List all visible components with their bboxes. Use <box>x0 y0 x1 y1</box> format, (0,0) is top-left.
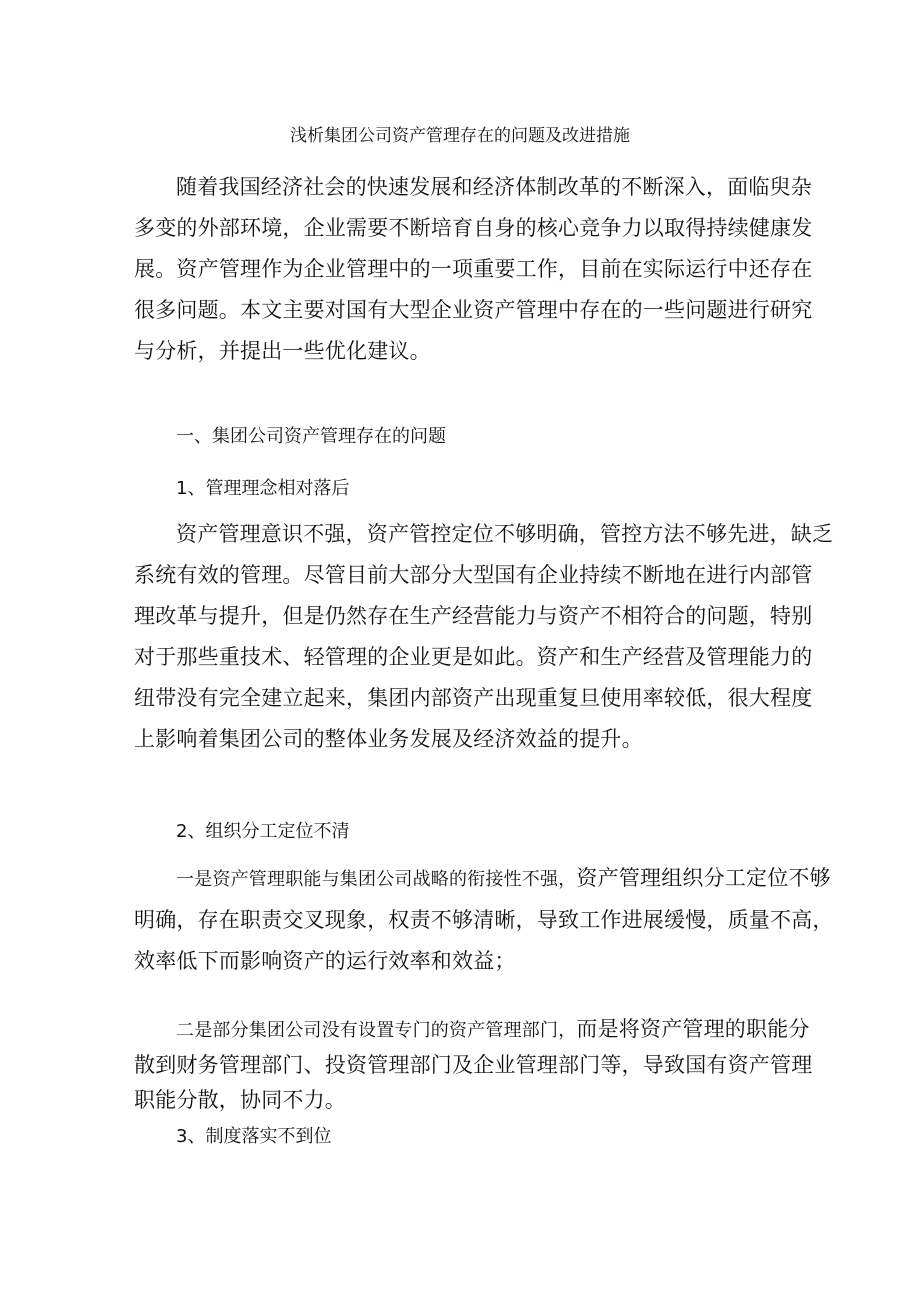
intro-line-5: 与分析，并提出一些优化建议。 <box>134 339 431 363</box>
sub2-p1-rest: 资产管理组织分工定位不够 <box>576 866 831 890</box>
subsection-heading-2: 2、组织分工定位不清 <box>176 821 350 842</box>
section-heading-1: 一、集团公司资产管理存在的问题 <box>176 426 446 447</box>
sub1-line-2: 系统有效的管理。尽管目前大部分大型国有企业持续不断地在进行内部管 <box>134 563 813 587</box>
subsection-2-point-1 <box>134 858 834 982</box>
sub2-p1-line-2: 明确，存在职责交叉现象，权责不够清晰，导致工作进展缓慢，质量不高， <box>134 908 834 932</box>
sub1-line-5: 纽带没有完全建立起来，集团内部资产出现重复旦使用率较低，很大程度 <box>134 686 813 710</box>
subsection-1-paragraph <box>134 514 834 760</box>
sub1-line-1: 资产管理意识不强，资产管控定位不够明确，管控方法不够先进，缺乏 <box>176 522 834 546</box>
sub2-p2-line-3: 职能分散，协同不力。 <box>134 1088 346 1112</box>
sub2-p1-lead: 一是资产管理职能与集团公司战略的衔接性不强， <box>176 869 577 890</box>
sub1-line-3: 理改革与提升，但是仍然存在生产经营能力与资产不相符合的问题，特别 <box>134 604 813 628</box>
intro-line-3: 展。资产管理作为企业管理中的一项重要工作，目前在实际运行中还存在 <box>134 257 813 281</box>
intro-line-1: 随着我国经济社会的快速发展和经济体制改革的不断深入，面临臾杂 <box>176 175 812 199</box>
document-title: 浅析集团公司资产管理存在的问题及改进措施 <box>290 126 630 146</box>
sub2-p2-lead: 二是部分集团公司没有设置专门的资产管理部门， <box>176 1020 577 1041</box>
subsection-heading-1: 1、管理理念相对落后 <box>176 478 350 499</box>
sub1-line-6: 上影响着集团公司的整体业务发展及经济效益的提升。 <box>134 727 643 751</box>
intro-line-4: 很多问题。本文主要对国有大型企业资产管理中存在的一些问题进行研究 <box>134 298 813 322</box>
sub2-p2-line-1 <box>134 1012 810 1048</box>
sub2-p1-line-1 <box>134 858 831 900</box>
sub1-line-4: 对于那些重技术、轻管理的企业更是如此。资产和生产经营及管理能力的 <box>134 645 813 669</box>
intro-line-2: 多变的外部环境，企业需要不断培育自身的核心竞争力以取得持续健康发 <box>134 216 813 240</box>
subsection-heading-3: 3、制度落实不到位 <box>176 1126 332 1147</box>
sub2-p2-line-2: 散到财务管理部门、投资管理部门及企业管理部门等，导致国有资产管理 <box>134 1053 813 1077</box>
intro-paragraph <box>134 167 813 372</box>
subsection-2-point-2 <box>134 1012 813 1118</box>
sub2-p2-rest: 而是将资产管理的职能分 <box>576 1017 810 1041</box>
sub2-p1-line-3: 效率低下而影响资产的运行效率和效益； <box>134 949 516 973</box>
